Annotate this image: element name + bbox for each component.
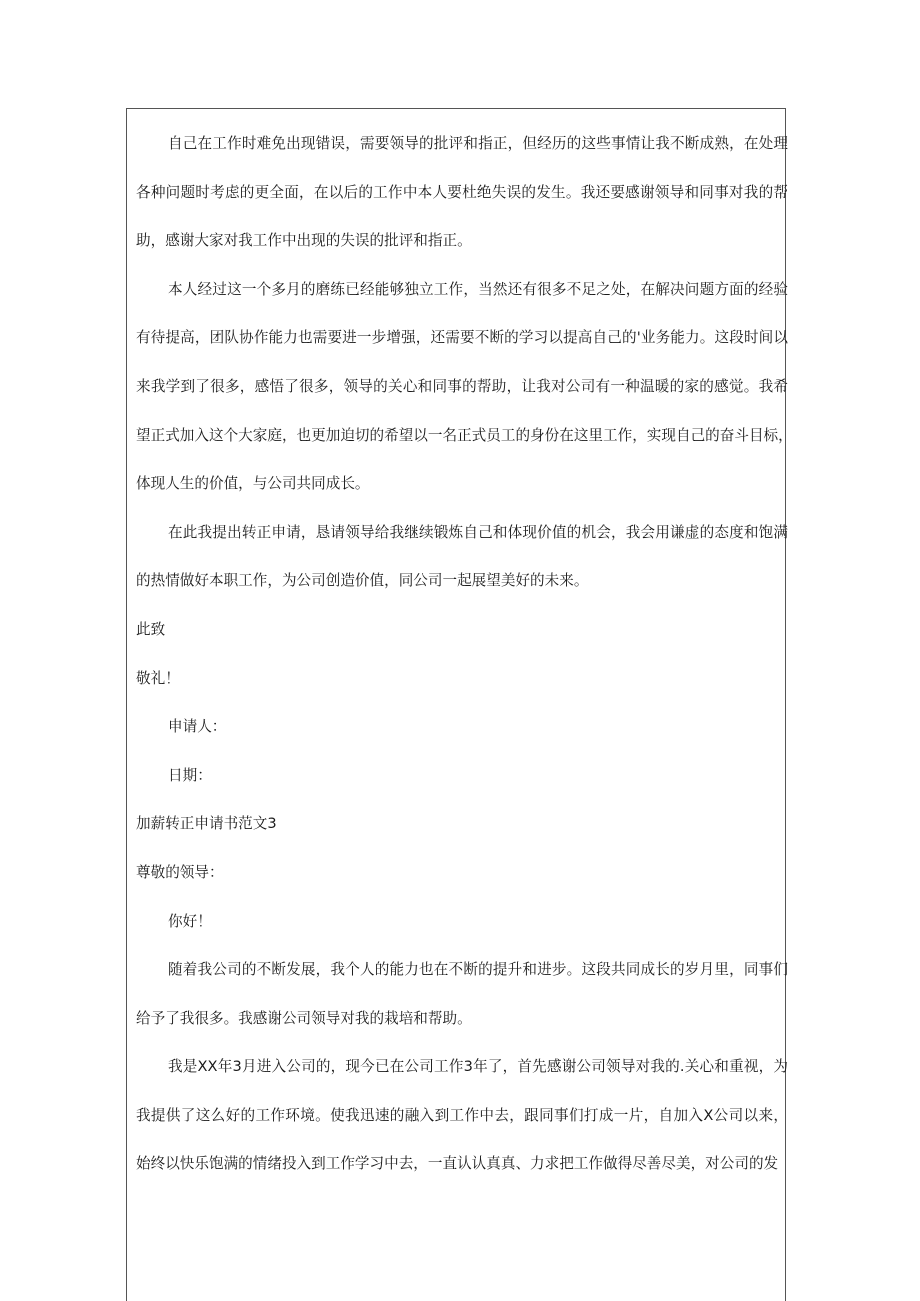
text-line: 本人经过这一个多月的磨练已经能够独立工作，当然还有很多不足之处，在解决问题方面的经验 bbox=[168, 280, 788, 298]
paragraph-p12 bbox=[136, 1043, 788, 1189]
paragraph-p7 bbox=[136, 752, 788, 801]
paragraph-p9 bbox=[136, 849, 788, 898]
text-line: 我是XX年3月进入公司的，现今已在公司工作3年了，首先感谢公司领导对我的.关心和重视，为 bbox=[168, 1058, 788, 1076]
paragraph-p10 bbox=[136, 898, 788, 947]
document-body bbox=[136, 120, 793, 1189]
paragraph-p6 bbox=[136, 703, 788, 752]
text-line: 望正式加入这个大家庭，也更加迫切的希望以一名正式员工的身份在这里工作，实现自己的奋斗目标， bbox=[136, 426, 793, 444]
paragraph-p5 bbox=[136, 655, 788, 704]
text-line: 加薪转正申请书范文3 bbox=[136, 815, 277, 833]
text-line: 日期： bbox=[168, 766, 212, 784]
text-line: 敬礼！ bbox=[136, 669, 180, 687]
paragraph-p11 bbox=[136, 946, 788, 1043]
text-line: 申请人： bbox=[168, 718, 227, 736]
paragraph-p4 bbox=[136, 606, 788, 655]
text-line: 随着我公司的不断发展，我个人的能力也在不断的提升和进步。这段共同成长的岁月里，同事们 bbox=[168, 961, 788, 979]
text-line: 助，感谢大家对我工作中出现的失误的批评和指正。 bbox=[136, 232, 472, 250]
text-line: 你好！ bbox=[168, 912, 212, 930]
text-line: 的热情做好本职工作，为公司创造价值，同公司一起展望美好的未来。 bbox=[136, 572, 589, 590]
text-line: 有待提高，团队协作能力也需要进一步增强，还需要不断的学习以提高自己的'业务能力。这段时间以 bbox=[136, 329, 788, 347]
paragraph-p2 bbox=[136, 266, 793, 509]
text-line: 各种问题时考虑的更全面，在以后的工作中本人要杜绝失误的发生。我还要感谢领导和同事对我的帮 bbox=[136, 183, 788, 201]
text-line: 来我学到了很多，感悟了很多，领导的关心和同事的帮助，让我对公司有一种温暖的家的感觉。我希 bbox=[136, 377, 788, 395]
text-line: 自己在工作时难免出现错误，需要领导的批评和指正，但经历的这些事情让我不断成熟，在处理 bbox=[168, 135, 788, 152]
text-line: 尊敬的领导： bbox=[136, 863, 224, 881]
text-line: 此致 bbox=[136, 620, 166, 638]
text-line: 始终以快乐饱满的情绪投入到工作学习中去，一直认认真真、力求把工作做得尽善尽美，对公司的发 bbox=[136, 1155, 779, 1173]
text-line: 体现人生的价值，与公司共同成长。 bbox=[136, 475, 370, 493]
text-line: 我提供了这么好的工作环境。使我迅速的融入到工作中去，跟同事们打成一片，自加入X公司以来， bbox=[136, 1106, 788, 1124]
paragraph-p3 bbox=[136, 509, 788, 606]
paragraph-p1 bbox=[136, 120, 788, 266]
paragraph-p8 bbox=[136, 800, 788, 849]
text-line: 给予了我很多。我感谢公司领导对我的栽培和帮助。 bbox=[136, 1009, 472, 1027]
text-line: 在此我提出转正申请，恳请领导给我继续锻炼自己和体现价值的机会，我会用谦虚的态度和饱满 bbox=[168, 523, 788, 541]
